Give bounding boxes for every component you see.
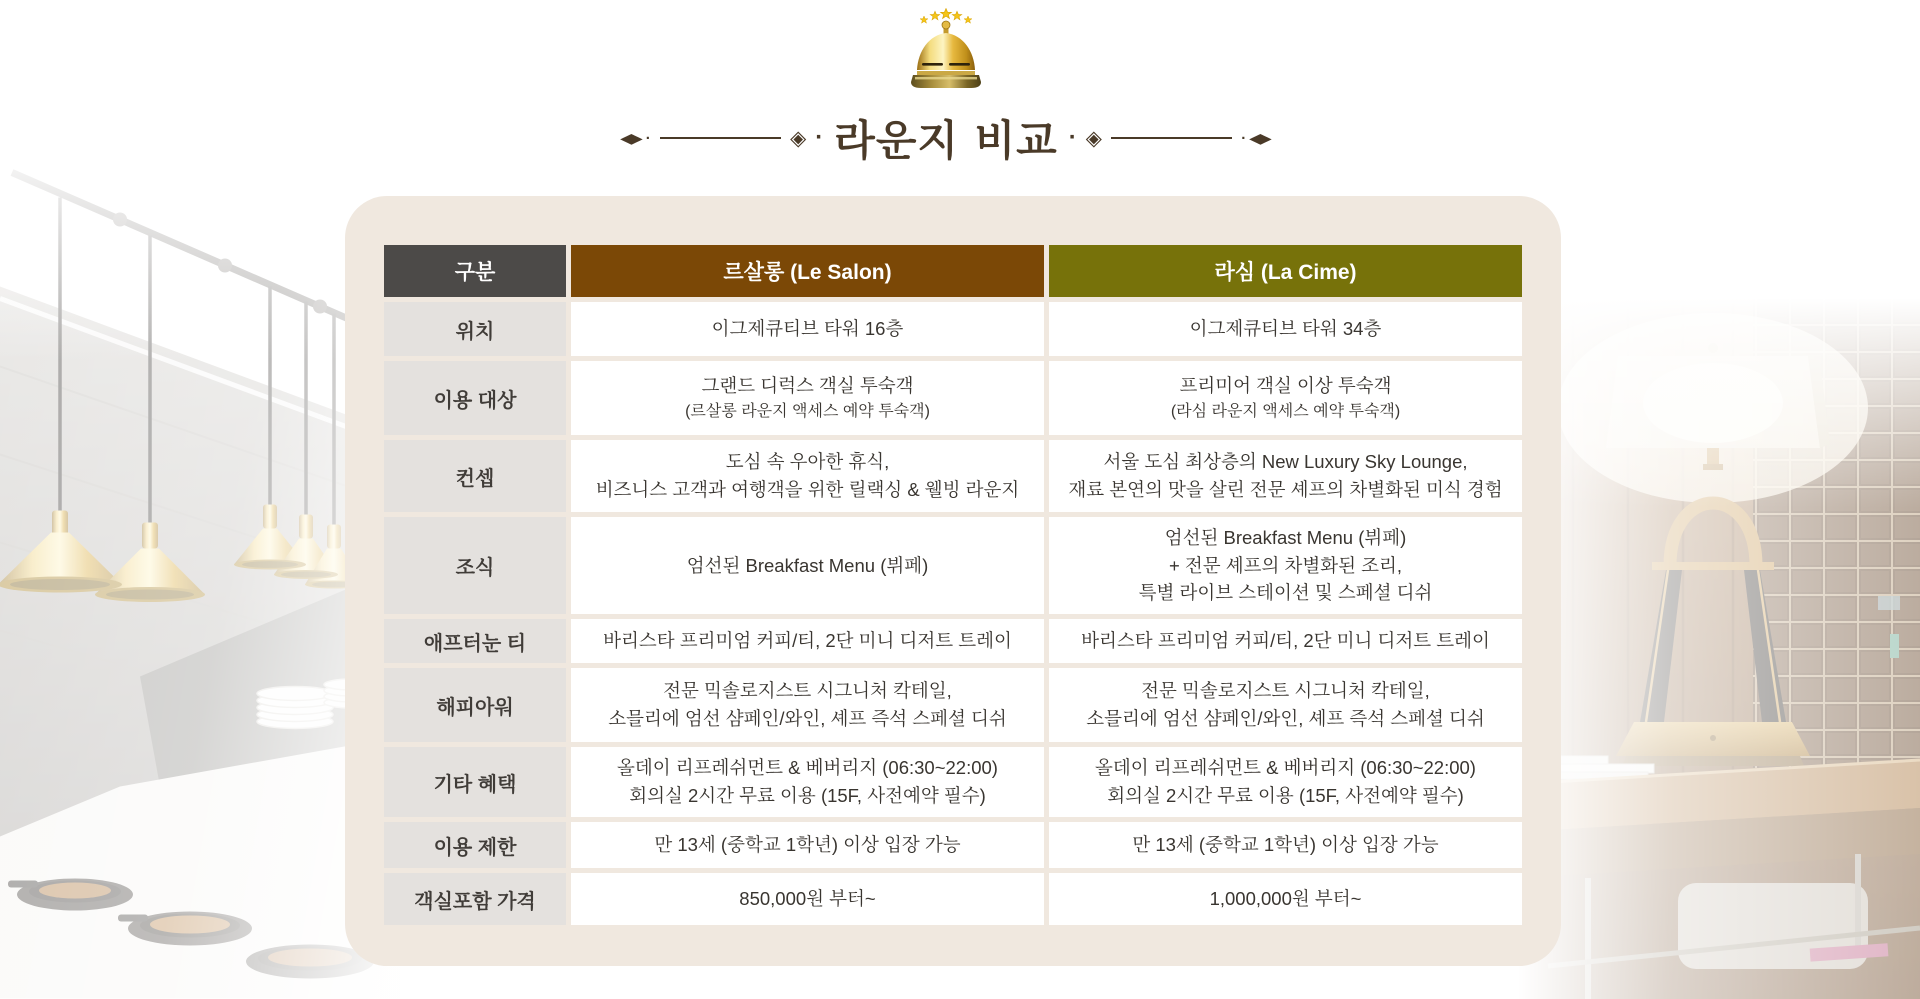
- cell-line: 올데이 리프레쉬먼트 & 베버리지 (06:30~22:00): [617, 757, 998, 779]
- cell-line: (르살롱 라운지 액세스 예약 투숙객): [685, 402, 930, 420]
- cell-line: 프리미어 객실 이상 투숙객: [1179, 375, 1392, 397]
- cell-line: 서울 도심 최상층의 New Luxury Sky Lounge,: [1103, 451, 1468, 473]
- la-cime-cell: [1049, 873, 1522, 925]
- category-cell: [384, 619, 566, 663]
- category-cell: [384, 361, 566, 435]
- cell-line: 올데이 리프레쉬먼트 & 베버리지 (06:30~22:00): [1095, 757, 1476, 779]
- cell-line: 엄선된 Breakfast Menu (뷔페): [1164, 526, 1407, 548]
- la-cime-cell: [1049, 668, 1522, 742]
- comparison-card: [345, 196, 1561, 966]
- table-row: [384, 873, 1522, 925]
- table-row: [384, 302, 1522, 356]
- category-cell: [384, 302, 566, 356]
- category-cell: [384, 873, 566, 925]
- column-header-category: 구분: [384, 245, 566, 297]
- column-header-la-cime: 라심 (La Cime): [1049, 245, 1522, 297]
- dot-ornament: ·: [1068, 124, 1077, 151]
- cell-line: 이용 대상: [433, 389, 517, 412]
- comparison-table-body: [384, 302, 1522, 925]
- table-row: [384, 668, 1522, 742]
- cell-line: (라심 라운지 액세스 예약 투숙객): [1170, 402, 1401, 420]
- cell-line: 만 13세 (중학교 1학년) 이상 입장 가능: [654, 834, 961, 856]
- table-row: [384, 822, 1522, 868]
- cell-line: 해피아워: [436, 696, 514, 719]
- le-salon-cell: [571, 747, 1044, 817]
- comparison-table: [379, 240, 1527, 930]
- dot-ornament: ·: [815, 124, 824, 151]
- page-header: [620, 8, 1272, 168]
- cell-line: 객실포함 가격: [414, 890, 536, 913]
- la-cime-cell: [1049, 361, 1522, 435]
- category-cell: [384, 440, 566, 512]
- diamond-outline-ornament-icon: ◈: [790, 126, 807, 150]
- diamond-ornament-icon: ◆: [620, 130, 643, 146]
- cell-line: 애프터눈 티: [423, 632, 527, 655]
- la-cime-cell: [1049, 517, 1522, 614]
- cell-line: 그랜드 디럭스 객실 투숙객: [701, 375, 914, 397]
- table-row: [384, 517, 1522, 614]
- diamond-ornament-icon: ◆: [1249, 130, 1272, 146]
- category-cell: [384, 747, 566, 817]
- cell-line: 1,000,000원 부터~: [1209, 888, 1362, 910]
- title-divider: [620, 108, 1272, 168]
- cell-line: 이용 제한: [433, 836, 517, 859]
- table-header-row: [384, 245, 1522, 297]
- page-content: [0, 8, 1920, 966]
- cell-line: 만 13세 (중학교 1학년) 이상 입장 가능: [1132, 834, 1439, 856]
- category-cell: [384, 517, 566, 614]
- category-cell: [384, 822, 566, 868]
- la-cime-cell: [1049, 440, 1522, 512]
- cell-line: 이그제큐티브 타워 34층: [1189, 318, 1382, 340]
- cell-line: 전문 믹솔로지스트 시그니처 칵테일,: [1141, 680, 1430, 702]
- table-row: [384, 747, 1522, 817]
- divider-line-left: [660, 137, 781, 139]
- cell-line: 도심 속 우아한 휴식,: [725, 451, 890, 473]
- le-salon-cell: [571, 668, 1044, 742]
- dot-ornament: ·: [645, 129, 651, 147]
- divider-line-right: [1111, 137, 1232, 139]
- cell-line: 전문 믹솔로지스트 시그니처 칵테일,: [663, 680, 952, 702]
- cell-line: 특별 라이브 스테이션 및 스페셜 디쉬: [1138, 582, 1433, 604]
- table-row: [384, 440, 1522, 512]
- cell-line: 기타 혜택: [433, 773, 517, 796]
- le-salon-cell: [571, 619, 1044, 663]
- cell-line: 컨셉: [455, 467, 495, 490]
- le-salon-cell: [571, 361, 1044, 435]
- diamond-outline-ornament-icon: ◈: [1085, 126, 1102, 150]
- cell-line: 이그제큐티브 타워 16층: [711, 318, 904, 340]
- cell-line: 소믈리에 엄선 샴페인/와인, 셰프 즉석 스페셜 디쉬: [1086, 708, 1485, 729]
- le-salon-cell: [571, 440, 1044, 512]
- page-title: 라운지 비교: [834, 116, 1058, 165]
- cell-line: + 전문 셰프의 차별화된 조리,: [1168, 554, 1403, 576]
- cell-line: 소믈리에 엄선 샴페인/와인, 셰프 즉석 스페셜 디쉬: [608, 708, 1007, 729]
- la-cime-cell: [1049, 747, 1522, 817]
- cell-line: 재료 본연의 맛을 살린 전문 셰프의 차별화된 미식 경험: [1068, 479, 1503, 500]
- table-row: [384, 361, 1522, 435]
- la-cime-cell: [1049, 822, 1522, 868]
- le-salon-cell: [571, 517, 1044, 614]
- la-cime-cell: [1049, 619, 1522, 663]
- le-salon-cell: [571, 822, 1044, 868]
- la-cime-cell: [1049, 302, 1522, 356]
- cell-line: 바리스타 프리미엄 커피/티, 2단 미니 디저트 트레이: [603, 630, 1012, 652]
- category-cell: [384, 668, 566, 742]
- cell-line: 위치: [455, 320, 495, 343]
- bell-icon: [897, 8, 995, 96]
- cell-line: 엄선된 Breakfast Menu (뷔페): [686, 554, 929, 576]
- cell-line: 회의실 2시간 무료 이용 (15F, 사전예약 필수): [629, 785, 986, 806]
- le-salon-cell: [571, 873, 1044, 925]
- cell-line: 바리스타 프리미엄 커피/티, 2단 미니 디저트 트레이: [1081, 630, 1490, 652]
- cell-line: 850,000원 부터~: [739, 888, 876, 910]
- cell-line: 회의실 2시간 무료 이용 (15F, 사전예약 필수): [1107, 785, 1464, 806]
- column-header-le-salon: 르살롱 (Le Salon): [571, 245, 1044, 297]
- dot-ornament: ·: [1241, 129, 1247, 147]
- cell-line: 조식: [455, 557, 495, 579]
- cell-line: 비즈니스 고객과 여행객을 위한 릴랙싱 & 웰빙 라운지: [595, 479, 1020, 500]
- le-salon-cell: [571, 302, 1044, 356]
- table-row: [384, 619, 1522, 663]
